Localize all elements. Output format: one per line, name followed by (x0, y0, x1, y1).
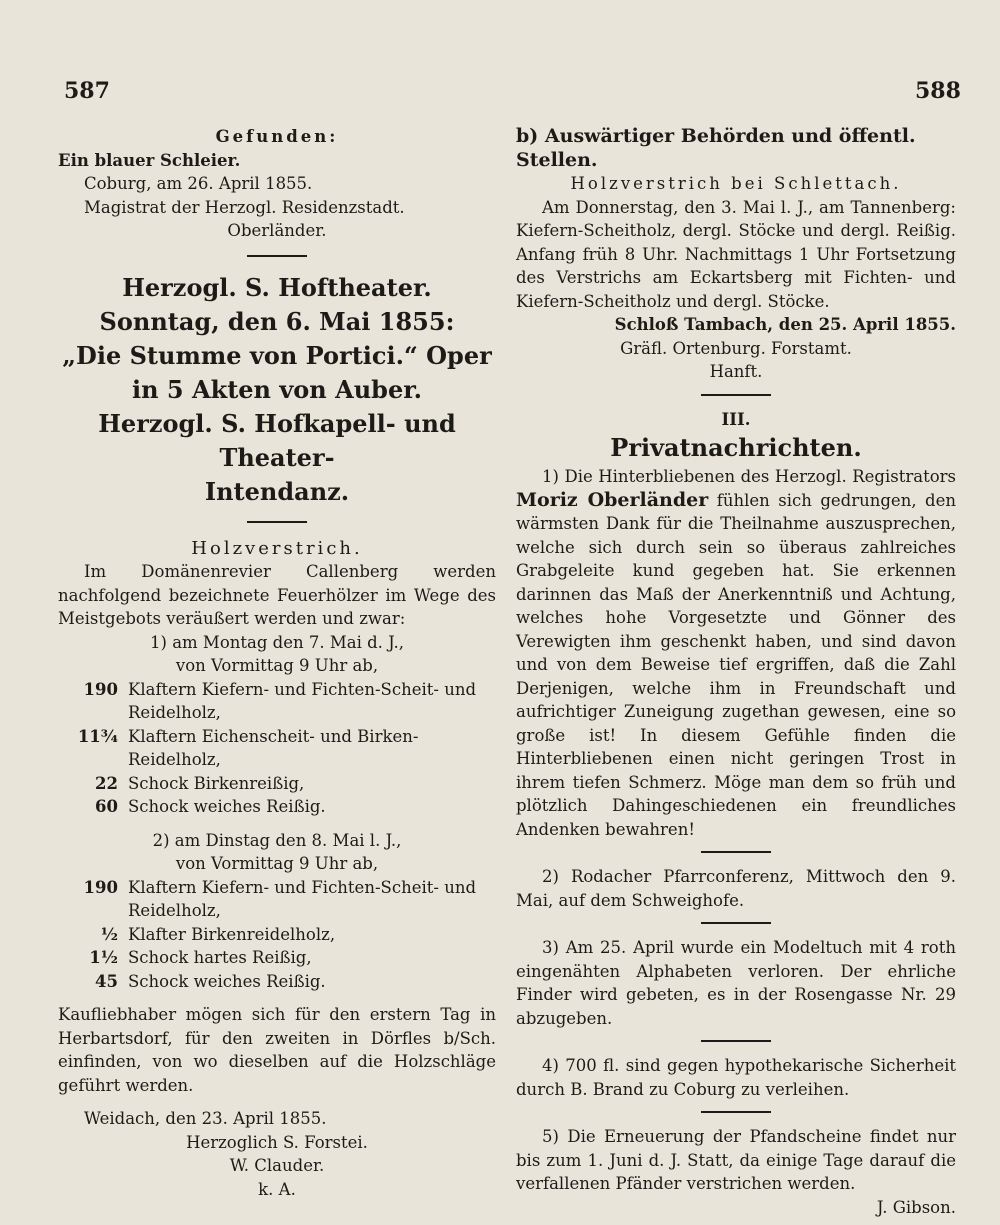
theater-intendanz-1: Herzogl. S. Hofkapell- und Theater- (98, 408, 456, 472)
left-column (58, 125, 496, 1201)
holz-heading: Holzverstrich. (191, 537, 363, 559)
list-item: 190 Klaftern Kiefern- und Fichten-Scheit- und Reidelholz, (83, 679, 477, 722)
holz-intro: Im Domänenrevier Callenberg werden nachfolgend bezeichnete Feuerhölzer im Wege des Meistgebots veräußert werden und zwar: (58, 562, 496, 628)
private-notice-3: 3) Am 25. April wurde ein Modeltuch mit 4 roth eingenähten Alphabeten verloren. Der ehrliche Finder wird gebeten, es in der Rosengasse Nr. 29 abzugeben. (516, 938, 956, 1028)
holz-authority: Gräfl. Ortenburg. Forstamt. (620, 338, 852, 358)
day2-line2: von Vormittag 9 Uhr ab, (175, 854, 379, 873)
private-notice-1: 1) Die Hinterbliebenen des Herzogl. Registrators Moriz Oberländer fühlen sich gedrungen, den wärmsten Dank für die Theilnahme auszusprechen, welche sich durch sein so überaus zahlreiches Grabgeleite kund gegeben hat. Sie erkennen darinnen das Maß der Anerkenntniß und Achtung, welches hohe Vorgesetzte und Gönner des Verewigten ihm geschenkt haben, und sind davon und von dem Beweise tief ergriffen, daß die Zahl Derjenigen, welche ihm in Freundschaft und aufrichtiger Zuneigung zugethan gewesen, eine so große ist! In diesem Gefühle finden die Hinterbliebenen einen nicht geringen Trost in ihrem tiefen Schmerz. Möge man dem so früh und plötzlich Dahingeschiedenen ein freundliches Andenken bewahren! (516, 467, 957, 839)
list-item: 45 Schock weiches Reißig. (95, 971, 326, 991)
theater-acts: in 5 Akten von Auber. (131, 374, 423, 404)
holz-authority: Herzoglich S. Forstei. (186, 1132, 368, 1152)
holz-signature: Hanft. (709, 362, 763, 381)
theater-title: Herzogl. S. Hoftheater. (122, 272, 432, 302)
divider (701, 922, 771, 924)
holz-text: Am Donnerstag, den 3. Mai l. J., am Tannenberg: Kiefern-Scheitholz, dergl. Stöcke und dergl. Reißig. Anfang früh 8 Uhr. Nachmittags 1 Uhr Fortsetzung des Verstrichs am Eckartsberg mit Fichten- und Kiefern-Scheitholz und dergl. Stöcke. (516, 197, 956, 311)
private-notice-4: 4) 700 fl. sind gegen hypothekarische Sicherheit durch B. Brand zu Coburg zu verleihen. (516, 1056, 956, 1099)
theater-date: Sonntag, den 6. Mai 1855: (99, 306, 455, 336)
gefunden-heading: Gefunden: (215, 127, 339, 146)
private-heading: Privatnachrichten. (610, 433, 862, 462)
holz-signature: W. Clauder. (229, 1156, 325, 1175)
holz-place-date: Schloß Tambach, den 25. April 1855. (614, 315, 956, 334)
gefunden-signature: Oberländer. (227, 221, 327, 240)
page-number-left: 587 (64, 78, 110, 104)
divider (701, 394, 771, 396)
section-heading: b) Auswärtiger Behörden und öffentl. Stellen. (516, 125, 916, 171)
theater-intendanz-2: Intendanz. (204, 476, 350, 506)
day2-line1: 2) am Dinstag den 8. Mai l. J., (152, 830, 402, 850)
list-item: 190 Klaftern Kiefern- und Fichten-Scheit- und Reidelholz, (83, 877, 477, 920)
theater-opera: „Die Stumme von Portici.“ Oper (62, 340, 492, 370)
list-item: 22 Schock Birkenreißig, (95, 773, 305, 793)
gefunden-place-date: Coburg, am 26. April 1855. (84, 174, 313, 193)
page-number-right: 588 (915, 78, 961, 104)
day1-line2: von Vormittag 9 Uhr ab, (175, 656, 379, 675)
holz-signature-2: k. A. (258, 1179, 296, 1199)
list-item: ½ Klafter Birkenreidelholz, (100, 924, 336, 944)
gefunden-item: Ein blauer Schleier. (58, 150, 241, 170)
list-item: 60 Schock weiches Reißig. (95, 797, 326, 816)
gefunden-authority: Magistrat der Herzogl. Residenzstadt. (84, 197, 405, 217)
holz-heading: Holzverstrich bei Schlettach. (570, 174, 902, 193)
divider (701, 851, 771, 853)
roman-numeral: III. (721, 409, 751, 429)
holz-closing: Kaufliebhaber mögen sich für den erstern Tag in Herbartsdorf, für den zweiten in Dörfles b/Sch. einfinden, von wo dieselben auf die Holzschläge geführt werden. (58, 1005, 496, 1095)
divider (247, 521, 307, 523)
day1-line1: 1) am Montag den 7. Mai d. J., (150, 632, 404, 652)
divider (701, 1111, 771, 1113)
divider (247, 255, 307, 257)
deceased-name: Moriz Oberländer (516, 488, 709, 511)
list-item: 1½ Schock hartes Reißig, (89, 948, 312, 967)
private-notice-5-signature: J. Gibson. (876, 1197, 956, 1217)
divider (701, 1040, 771, 1042)
private-notice-5: 5) Die Erneuerung der Pfandscheine findet nur bis zum 1. Juni d. J. Statt, da einige Tage darauf die verfallenen Pfänder verstrichen werden. (516, 1127, 956, 1193)
private-notice-2: 2) Rodacher Pfarrconferenz, Mittwoch den 9. Mai, auf dem Schweighofe. (516, 867, 956, 910)
right-column (516, 125, 956, 1219)
holz-place-date: Weidach, den 23. April 1855. (84, 1109, 327, 1128)
list-item: 11¾ Klaftern Eichenscheit- und Birken-Reidelholz, (77, 726, 419, 769)
